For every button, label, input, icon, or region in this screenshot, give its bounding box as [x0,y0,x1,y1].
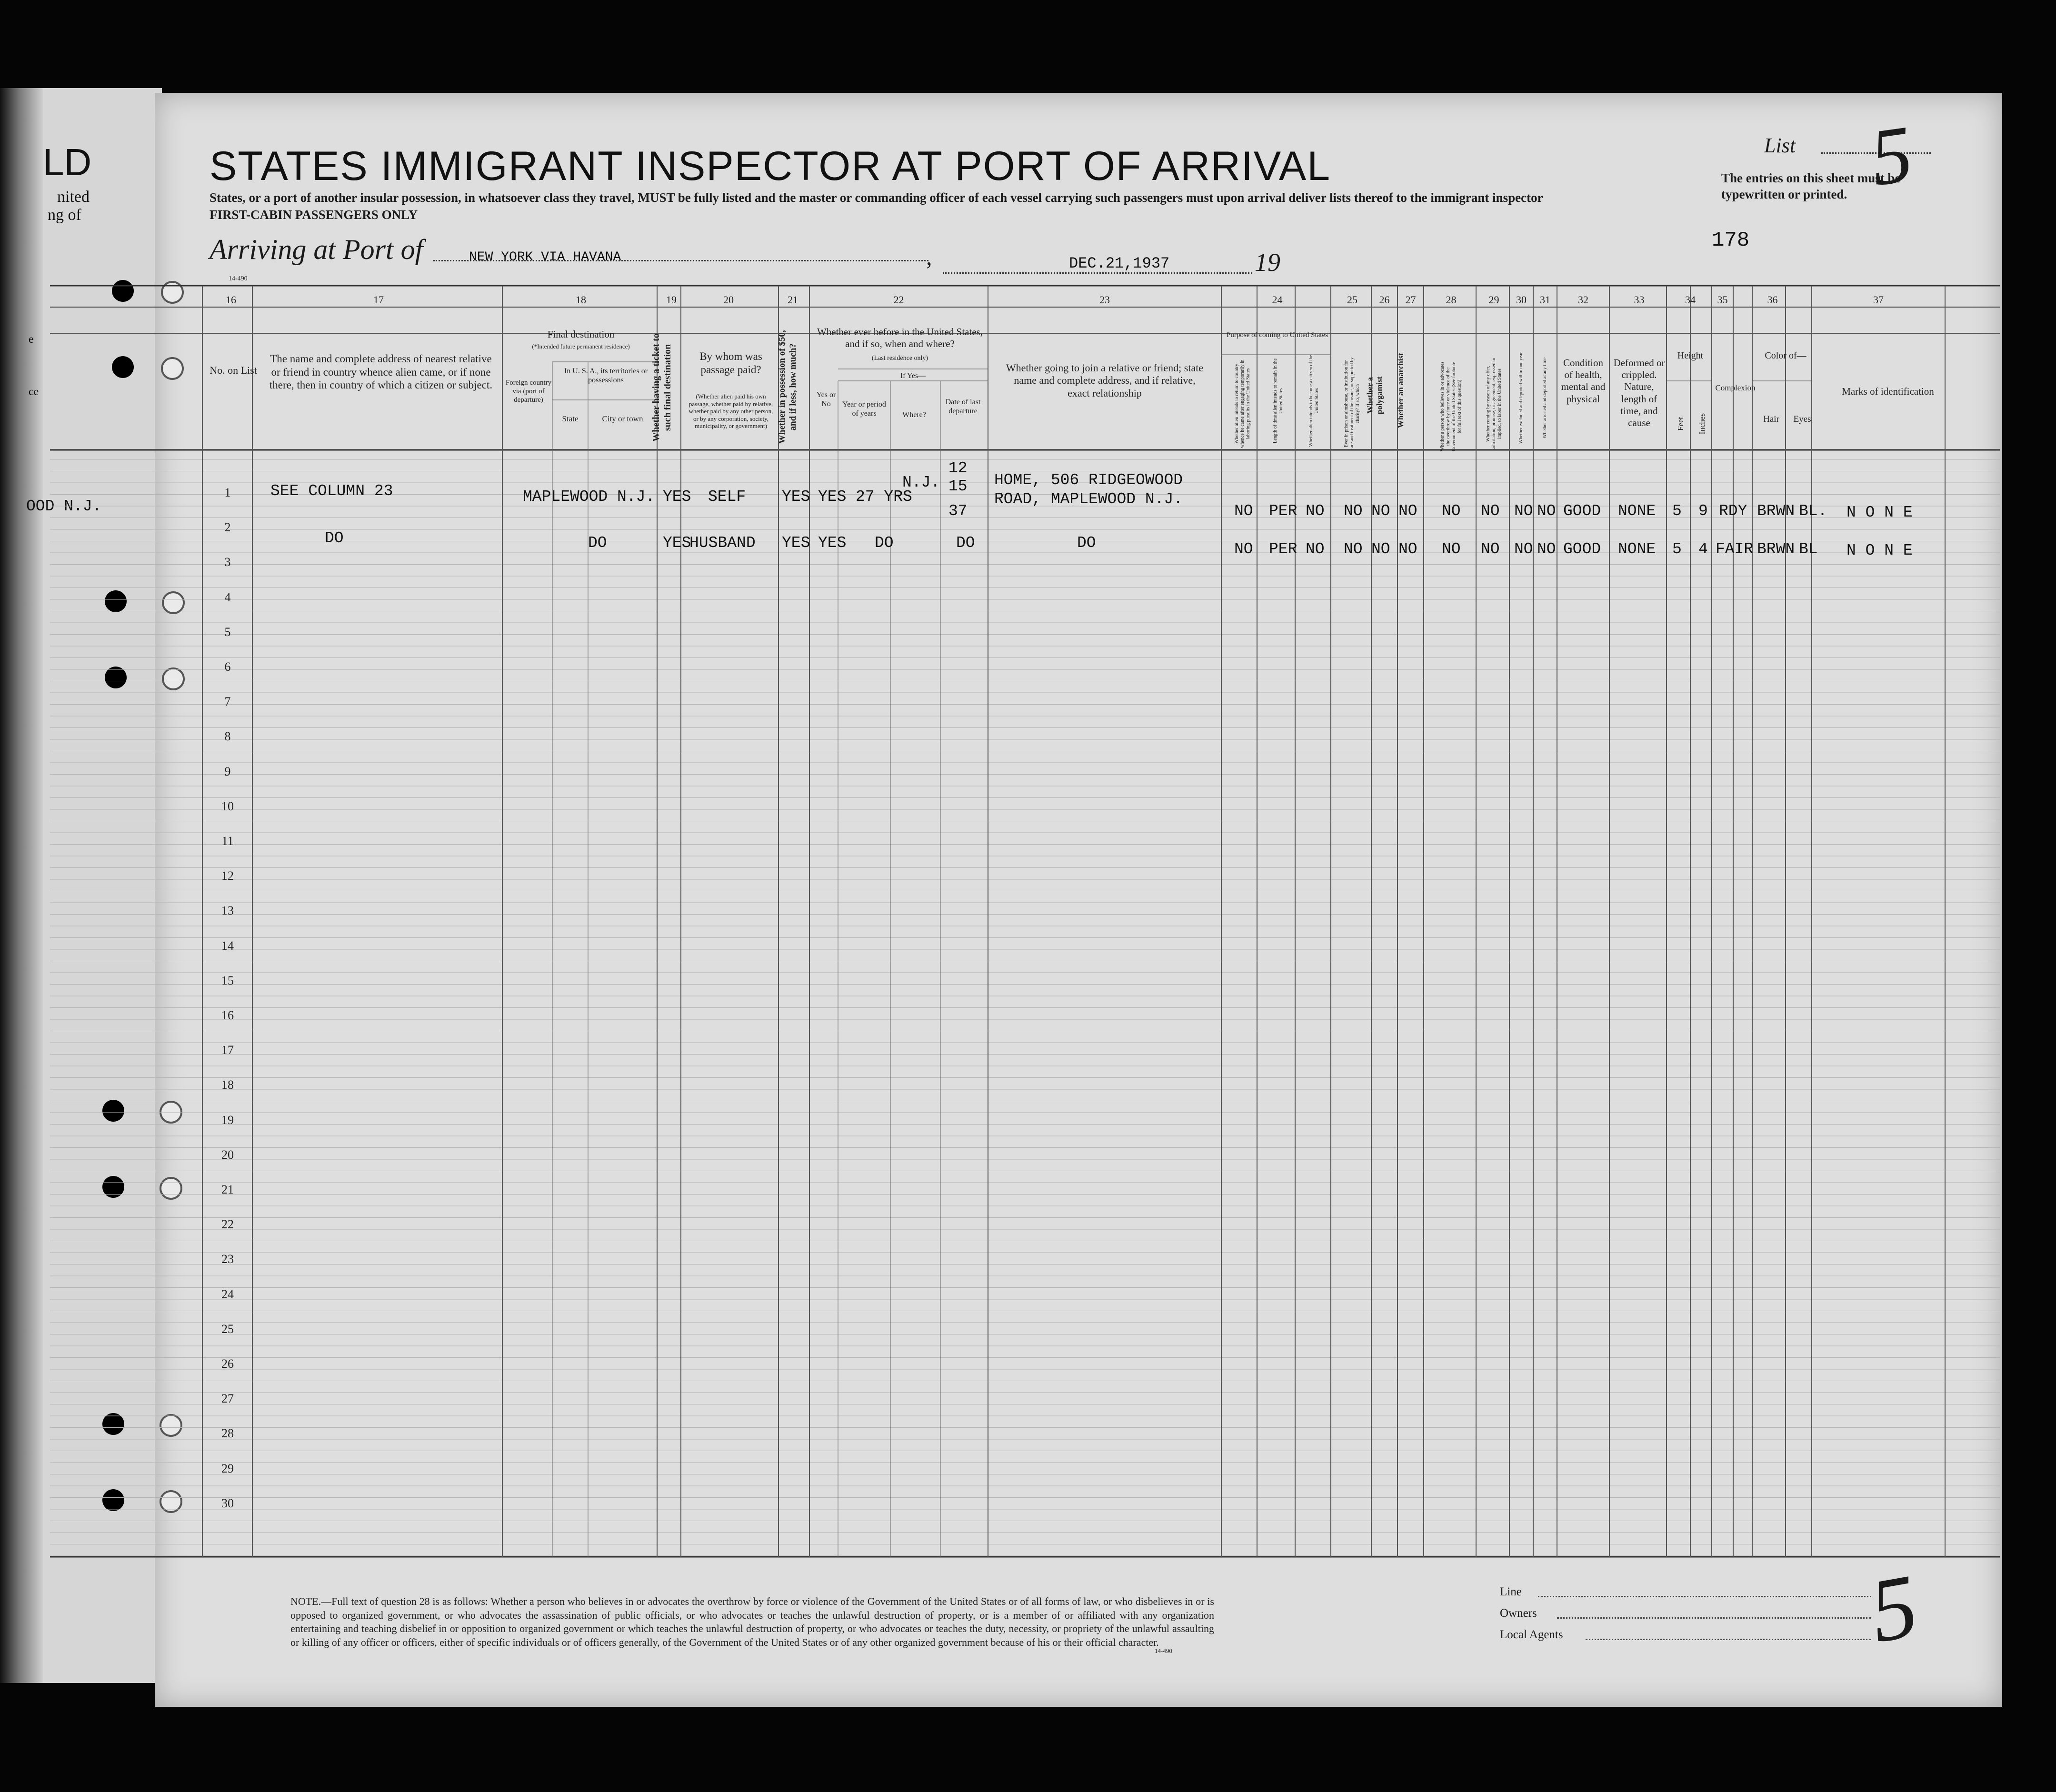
header-color-of: Color of— [1765,350,1806,361]
row-number: 8 [224,729,231,744]
column-number: 22 [893,294,904,306]
row-number: 10 [221,799,234,813]
entry-hair: BRWN [1757,540,1795,558]
column-number: 26 [1379,294,1390,306]
entry-hair: BRWN [1757,502,1795,520]
port-of-arrival: NEW YORK VIA HAVANA [469,250,621,265]
column-number: 27 [1405,294,1416,306]
entry-purpose-citizen: NO [1306,502,1325,520]
row-number: 13 [221,904,234,918]
column-number: 29 [1488,294,1499,306]
left-page-text-fragment: nited [57,188,90,206]
row-number: 20 [221,1147,234,1162]
row-number: 30 [221,1496,234,1510]
row-number: 14 [221,938,234,953]
row-number: 9 [224,764,231,778]
entry-relative: DO [325,529,344,547]
entry-eyes: BL. [1799,502,1827,520]
entry-labor-offer: NO [1481,540,1500,558]
header-marks: Marks of identification [1842,386,1934,397]
entry-before: YES [818,534,847,552]
entry-purpose-return: NO [1234,502,1253,520]
entry-purpose-length: PER [1269,540,1297,558]
header-health: Condition of health, mental and physical [1561,357,1606,405]
entry-purpose-length: PER [1269,502,1297,520]
entry-departure-1: 12 [948,459,968,477]
row-number: 12 [221,869,234,883]
row-number: 25 [221,1322,234,1336]
entry-years: DO [875,534,894,552]
row-number: 19 [221,1113,234,1127]
header-deported: Whether arrested and deported at any time [1542,358,1547,438]
local-agents-label: Local Agents [1500,1628,1563,1641]
entry-health: GOOD [1563,540,1601,558]
header-excluded: Whether excluded and deported within one year [1518,352,1524,444]
list-label: List [1764,134,1796,157]
entry-ticket: YES [663,488,691,506]
entry-fifty: YES [782,534,810,552]
handwritten-page-mark: 5 [1863,1555,1925,1662]
owners-label: Owners [1500,1607,1537,1620]
header-purpose-citizen: Whether alien intends to become a citizen of the United States [1308,355,1319,447]
header-anarchist: Whether an anarchist [1396,353,1405,428]
entry-where: N.J. [902,474,940,491]
column-number: 36 [1767,294,1778,306]
left-page-text-fragment: ce [29,386,39,398]
entry-inches: 9 [1698,502,1708,520]
entry-deformed: NONE [1618,540,1656,558]
entry-polygamist: NO [1371,502,1390,520]
column-number: 35 [1717,294,1728,306]
entry-join: DO [1077,534,1096,552]
column-number: 23 [1099,294,1110,306]
entry-destination: MAPLEWOOD N.J. [523,488,655,506]
entry-excluded: NO [1514,540,1533,558]
header-no-on-list: No. on List [210,364,257,376]
header-deformed: Deformed or crippled. Nature, length of time, and cause [1613,357,1665,428]
local-agents-field [1586,1639,1871,1640]
row-number: 5 [224,625,231,639]
column-number: 17 [373,294,384,306]
entry-prison: NO [1344,540,1363,558]
entry-departure-3: 37 [948,502,968,520]
entry-deported: NO [1537,540,1556,558]
entry-relative: SEE COLUMN 23 [270,482,393,500]
left-page-entry-fragment: OOD N.J. [26,498,102,515]
entry-departure-2: 15 [948,478,968,495]
header-in-usa: In U. S. A., its territories or possessions [564,367,648,385]
column-number: 28 [1446,294,1457,306]
column-number: 21 [788,294,798,306]
cabin-class-note: FIRST-CABIN PASSENGERS ONLY [210,208,418,222]
column-number: 20 [723,294,734,306]
row-number: 21 [221,1183,234,1196]
header-passage-paid-note: (Whether alien paid his own passage, whether paid by relative, whether paid by any other person, or by any corporation, society, municipality, or government) [689,393,773,430]
row-number: 11 [221,834,234,848]
row-number: 16 [221,1008,234,1022]
form-instructions: States, or a port of another insular possession, in whatsoever class they travel, MUST be fully listed and the master or commanding officer of each vessel carrying such passengers must upon arrival deliver lists thereof to the immigrant inspector [210,190,1543,205]
entry-marks: N O N E [1846,542,1913,559]
entry-purpose-citizen: NO [1306,540,1325,558]
column-number: 31 [1540,294,1550,306]
entry-join-line-1: HOME, 506 RIDGEOWOOD [994,471,1183,489]
entry-ticket: YES [663,534,691,552]
entry-complexion: RDY [1719,502,1747,520]
entry-complexion: FAIR [1716,540,1754,558]
row-number: 1 [224,486,231,499]
entry-purpose-return: NO [1234,540,1253,558]
entry-feet: 5 [1672,502,1682,520]
year-prefix: 19 [1255,248,1280,277]
entry-anarchist: NO [1398,540,1417,558]
entry-fifty: YES [782,488,810,506]
header-purpose: Purpose of coming to United States [1227,331,1328,339]
header-final-destination-note: (*Intended future permanent residence) [532,343,630,350]
entry-labor-offer: NO [1481,502,1500,520]
row-number: 15 [221,973,234,987]
row-number: 7 [224,695,231,709]
header-complexion: Complexion [1715,383,1756,392]
header-labor-offer: Whether coming by reason of any offer, solicitation, promise, or agreement, expressed or implied, to labor in the United States [1486,357,1502,450]
entry-deported: NO [1537,502,1556,520]
header-city: City or town [602,414,643,423]
header-join-relative: Whether going to join a relative or friend; state name and complete address, and if relative, exact relationship [1006,362,1204,399]
entry-years: 27 YRS [856,488,912,506]
header-last-residence: (Last residence only) [871,355,928,362]
row-number: 17 [221,1043,234,1057]
header-foreign-country: Foreign country via (port of departure) [505,379,552,404]
row-number: 4 [224,590,231,604]
left-page-title-fragment: LD [43,141,92,183]
entry-excluded: NO [1514,502,1533,520]
header-overthrow: Whether a person who believes in or advocates the overthrow by force or violence of the Government of the United States (See footnote for full text of this question) [1440,361,1462,452]
left-page-text-fragment: e [29,333,34,346]
column-number: 18 [576,294,586,306]
form-code: 14-490 [229,275,248,282]
left-page-text-fragment: ng of [48,206,81,224]
row-number: 3 [224,555,231,569]
header-prison: Ever in prison or almshouse, or institution for care and treatment of the insane, or supported by charity? If so, which [1344,357,1360,450]
header-feet: Feet [1676,417,1685,431]
header-fifty-dollars: Whether in possession of $50, and if less, how much? [777,330,798,444]
header-if-yes: If Yes— [900,372,926,380]
header-state: State [562,414,579,423]
entry-paid-by: SELF [708,488,746,506]
column-number: 19 [666,294,677,306]
sheet-number: 178 [1712,229,1750,252]
row-number: 23 [221,1252,234,1266]
arriving-label: Arriving at Port of [210,234,423,265]
column-number: 30 [1516,294,1527,306]
entry-paid-by: HUSBAND [689,534,756,552]
header-purpose-return: Whether alien intends to return to country whence he came after engaging temporarily in laboring pursuits in the United States [1234,359,1251,448]
row-number: 28 [221,1426,234,1441]
entry-destination: DO [588,534,607,552]
header-final-destination: Final destination [547,329,615,340]
entry-polygamist: NO [1371,540,1390,558]
row-number: 18 [221,1078,234,1092]
row-number: 6 [224,660,231,674]
row-number: 22 [221,1217,234,1232]
footer-form-code: 14-490 [1155,1647,1172,1654]
header-nearest-relative: The name and complete address of nearest relative or friend in country whence alien came, or if none there, then in country of which a citizen or subject. [269,353,493,391]
entry-deformed: NONE [1618,502,1656,520]
header-ticket: Whether having a ticket to such final destination [651,333,673,442]
list-number-handwritten: 5 [1865,109,1918,203]
entry-inches: 4 [1698,540,1708,558]
entry-overthrow: NO [1442,540,1461,558]
entry-anarchist: NO [1398,502,1417,520]
header-purpose-length: Length of time alien intends to remain in the United States [1273,358,1284,444]
footnote-question-28: NOTE.—Full text of question 28 is as follows: Whether a person who believes in or advocates the overthrow by force or violence of the Government of the United States or of all forms of law, or who disbelieves in or is opposed to organized government, or who advocates the assassination of public officials, or who advocates or teaches the unlawful destruction of property, or is a member of or affiliated with any organization entertaining and teaching disbelief in or opposition to organized government or which teaches the unlawful destruction of property, or who advocates or teaches the duty, necessity, or propriety of the unlawful assaulting or killing of any officer or officers, either of specific individuals or of officers generally, of the Government of the United States or of any other organized government because of his or their official character. [290,1595,1214,1648]
typewritten-note: The entries on this sheet must be typewritten or printed. [1721,171,1901,201]
header-yes-no: Yes or No [816,391,836,408]
row-number: 27 [221,1392,234,1406]
column-number: 24 [1272,294,1283,306]
entry-feet: 5 [1672,540,1682,558]
row-number: 26 [221,1357,234,1371]
comma: , [926,243,932,270]
header-date-departure: Date of last departure [945,398,981,416]
column-number: 33 [1634,294,1645,306]
header-height: Height [1677,350,1704,361]
entry-departure: DO [956,534,975,552]
header-hair: Hair [1763,414,1779,424]
column-number: 37 [1873,294,1884,306]
entry-join-line-2: ROAD, MAPLEWOOD N.J. [994,490,1183,508]
entry-health: GOOD [1563,502,1601,520]
column-number: 32 [1578,294,1588,306]
entry-eyes: BL [1799,540,1818,558]
line-label: Line [1500,1585,1522,1598]
header-passage-paid: By whom was passage paid? [699,350,762,376]
header-ever-before: Whether ever before in the United States, and if so, when and where? [817,326,983,350]
header-inches: Inches [1697,413,1707,435]
header-year: Year or period of years [842,400,886,418]
entry-overthrow: NO [1442,502,1461,520]
entry-before: YES [818,488,847,506]
row-number: 24 [221,1287,234,1301]
header-where: Where? [902,411,926,419]
row-number: 2 [224,520,231,535]
column-number: 34 [1685,294,1696,306]
column-number: 16 [226,294,236,306]
header-eyes: Eyes [1793,414,1811,424]
arrival-date: DEC.21,1937 [1069,255,1170,272]
row-number: 29 [221,1461,234,1475]
line-field [1538,1596,1871,1597]
entry-prison: NO [1344,502,1363,520]
entry-marks: N O N E [1846,504,1913,521]
owners-field [1557,1617,1871,1619]
header-polygamist: Whether a polygamist [1365,376,1384,415]
column-number: 25 [1347,294,1357,306]
form-title: STATES IMMIGRANT INSPECTOR AT PORT OF ARRIVAL [210,143,1331,189]
